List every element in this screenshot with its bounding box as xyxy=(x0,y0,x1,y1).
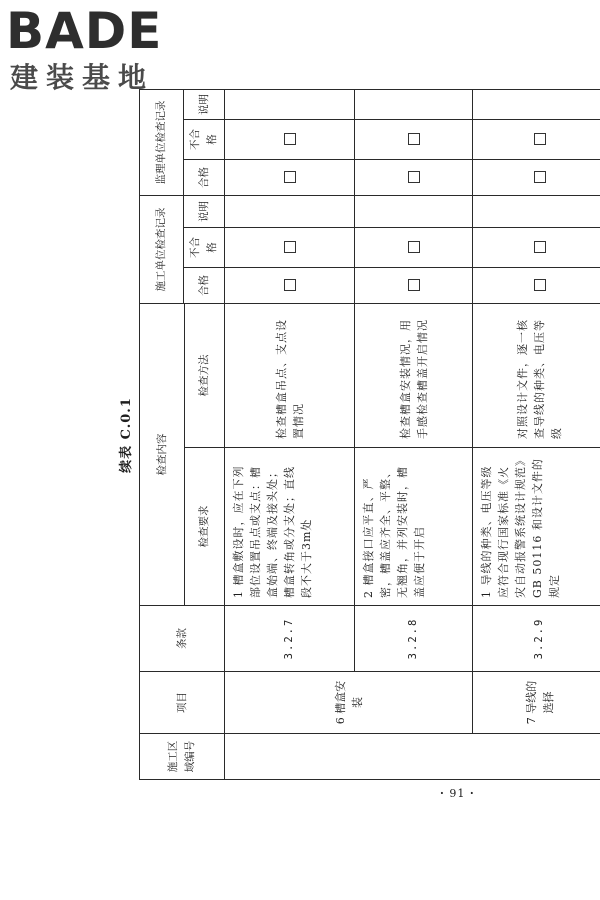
area-cell xyxy=(225,734,600,780)
contractor-pass-checkbox[interactable] xyxy=(408,280,420,292)
header-contractor-fail: 不合格 xyxy=(184,228,225,268)
supervisor-pass-cell xyxy=(355,160,473,196)
logo-brand: BADE xyxy=(6,2,163,60)
header-contractor: 施工单位检查记录 xyxy=(140,196,184,304)
requirement-cell: 1 槽盒敷设时，应在下列部位设置吊点或支点：槽盒始端、终端及接头处；槽盒转角或分支处；直线段不大于3m处 xyxy=(225,448,355,606)
contractor-note-cell xyxy=(473,196,600,228)
method-cell: 对照设计文件，逐一核查导线的种类、电压等级 xyxy=(473,304,600,448)
supervisor-pass-checkbox[interactable] xyxy=(534,172,546,184)
supervisor-fail-cell xyxy=(355,120,473,160)
supervisor-note-cell xyxy=(225,90,355,120)
contractor-pass-cell xyxy=(225,268,355,304)
contractor-fail-checkbox[interactable] xyxy=(284,242,296,254)
header-area: 施工区域编号 xyxy=(140,734,225,780)
header-supervisor-note: 说明 xyxy=(184,90,225,120)
contractor-pass-cell xyxy=(355,268,473,304)
contractor-pass-checkbox[interactable] xyxy=(284,280,296,292)
contractor-note-cell xyxy=(225,196,355,228)
bullet-icon: · xyxy=(440,787,445,800)
contractor-pass-checkbox[interactable] xyxy=(534,280,546,292)
rotated-table-block xyxy=(115,90,585,780)
supervisor-pass-checkbox[interactable] xyxy=(284,172,296,184)
header-supervisor-pass: 合格 xyxy=(184,160,225,196)
logo xyxy=(6,4,196,100)
supervisor-pass-cell xyxy=(473,160,600,196)
supervisor-fail-cell xyxy=(225,120,355,160)
page-number-value: 91 xyxy=(449,787,466,800)
logo-subtitle: 建装基地 xyxy=(10,61,155,94)
header-clause: 条款 xyxy=(140,606,225,672)
header-contractor-note: 说明 xyxy=(184,196,225,228)
inspection-table xyxy=(139,89,600,780)
supervisor-fail-checkbox[interactable] xyxy=(408,134,420,146)
bullet-icon: · xyxy=(469,787,475,800)
item-cell: 7 导线的选择 xyxy=(473,672,600,734)
supervisor-fail-checkbox[interactable] xyxy=(284,134,296,146)
supervisor-note-cell xyxy=(355,90,473,120)
header-item: 项目 xyxy=(140,672,225,734)
contractor-note-cell xyxy=(355,196,473,228)
header-supervisor: 监理单位检查记录 xyxy=(140,90,184,196)
contractor-fail-cell xyxy=(355,228,473,268)
method-cell: 检查槽盒安装情况，用手感检查槽盖开启情况 xyxy=(355,304,473,448)
supervisor-fail-cell xyxy=(473,120,600,160)
method-cell: 检查槽盒吊点、支点设置情况 xyxy=(225,304,355,448)
contractor-fail-checkbox[interactable] xyxy=(534,242,546,254)
requirement-cell: 1 导线的种类、电压等级应符合现行国家标准《火灾自动报警系统设计规范》GB 50116 和设计文件的规定 xyxy=(473,448,600,606)
requirement-cell: 2 槽盒接口应平直、严密，槽盖应齐全、平整、无翘角，并列安装时，槽盖应便于开启 xyxy=(355,448,473,606)
header-requirement: 检查要求 xyxy=(185,448,225,606)
supervisor-pass-checkbox[interactable] xyxy=(408,172,420,184)
header-supervisor-fail: 不合格 xyxy=(184,120,225,160)
clause-cell: 3.2.9 xyxy=(473,606,600,672)
clause-cell: 3.2.7 xyxy=(225,606,355,672)
contractor-pass-cell xyxy=(473,268,600,304)
supervisor-note-cell xyxy=(473,90,600,120)
header-method: 检查方法 xyxy=(185,304,225,448)
supervisor-pass-cell xyxy=(225,160,355,196)
item-cell: 6 槽盒安装 xyxy=(225,672,473,734)
table-caption: 续表 C.0.1 xyxy=(119,397,134,473)
header-contractor-pass: 合格 xyxy=(184,268,225,304)
clause-cell: 3.2.8 xyxy=(355,606,473,672)
contractor-fail-cell xyxy=(225,228,355,268)
contractor-fail-cell xyxy=(473,228,600,268)
header-content: 检查内容 xyxy=(140,304,185,606)
contractor-fail-checkbox[interactable] xyxy=(408,242,420,254)
supervisor-fail-checkbox[interactable] xyxy=(534,134,546,146)
page-number xyxy=(440,787,475,800)
